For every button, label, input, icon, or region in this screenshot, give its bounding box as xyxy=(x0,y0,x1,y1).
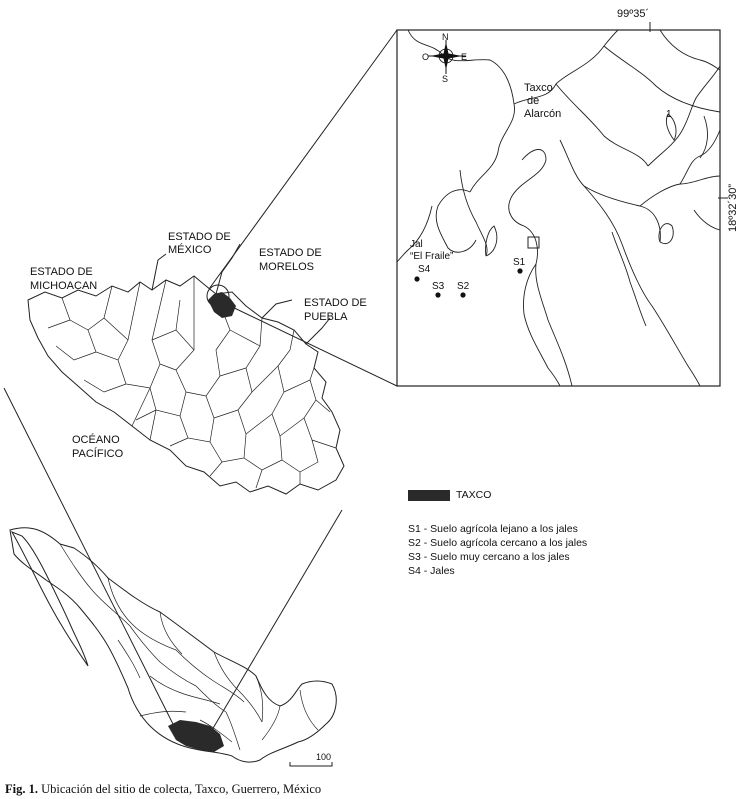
guerrero-outline xyxy=(28,276,344,494)
baja-california xyxy=(12,532,88,666)
legend-item-s1: S1 - Suelo agrícola lejano a los jales xyxy=(408,523,578,535)
compass-s: S xyxy=(442,74,449,84)
site-dot-s2 xyxy=(460,292,465,297)
caption-prefix: Fig. 1. xyxy=(5,782,38,796)
site-label-s2: S2 xyxy=(457,281,470,292)
site-dot-s3 xyxy=(435,292,440,297)
state-border-morelos-puebla xyxy=(262,300,292,318)
longitude-label: 99º35´ xyxy=(617,8,650,20)
legend-item-s4: S4 - Jales xyxy=(408,565,455,577)
connector-mex-right xyxy=(212,510,342,730)
compass-e: E xyxy=(461,52,468,62)
scale-label: 100 xyxy=(316,752,332,762)
legend-taxco-label: TAXCO xyxy=(456,489,492,501)
site-dot-s4 xyxy=(414,276,419,281)
label-estado-mexico: ESTADO DE MÉXICO xyxy=(168,231,231,256)
site-label-s1: S1 xyxy=(513,257,526,268)
compass-n: N xyxy=(442,32,449,42)
river-mark: 1 xyxy=(666,109,672,120)
legend-taxco xyxy=(408,488,587,502)
site-dot-s1 xyxy=(517,268,522,273)
latitude-label: 18º32´30” xyxy=(727,183,739,232)
legend-item-s2: S2 - Suelo agrícola cercano a los jales xyxy=(408,537,588,549)
legend-items xyxy=(408,522,587,578)
taxco-highlight xyxy=(208,292,236,318)
legend-swatch xyxy=(408,490,450,501)
site-label-s3: S3 xyxy=(432,281,445,292)
figure-caption xyxy=(5,782,321,797)
jal-label: Jal “El Fraile” xyxy=(410,239,454,262)
label-estado-michoacan: ESTADO DE MICHOACAN xyxy=(30,266,98,292)
scale-bar xyxy=(290,762,332,766)
label-ocean: OCÉANO PACÍFICO xyxy=(72,434,124,460)
label-estado-puebla: ESTADO DE PUEBLA xyxy=(304,297,367,323)
site-label-s4: S4 xyxy=(418,264,431,275)
compass-o: O xyxy=(422,52,430,62)
town-label-taxco: Taxco de Alarcón xyxy=(524,82,562,120)
label-estado-morelos: ESTADO DE MORELOS xyxy=(259,247,322,273)
legend xyxy=(408,488,587,578)
mexico-state-borders xyxy=(60,544,318,750)
legend-item-s3: S3 - Suelo muy cercano a los jales xyxy=(408,551,570,563)
caption-text: Ubicación del sitio de colecta, Taxco, Guerrero, México xyxy=(37,782,322,796)
